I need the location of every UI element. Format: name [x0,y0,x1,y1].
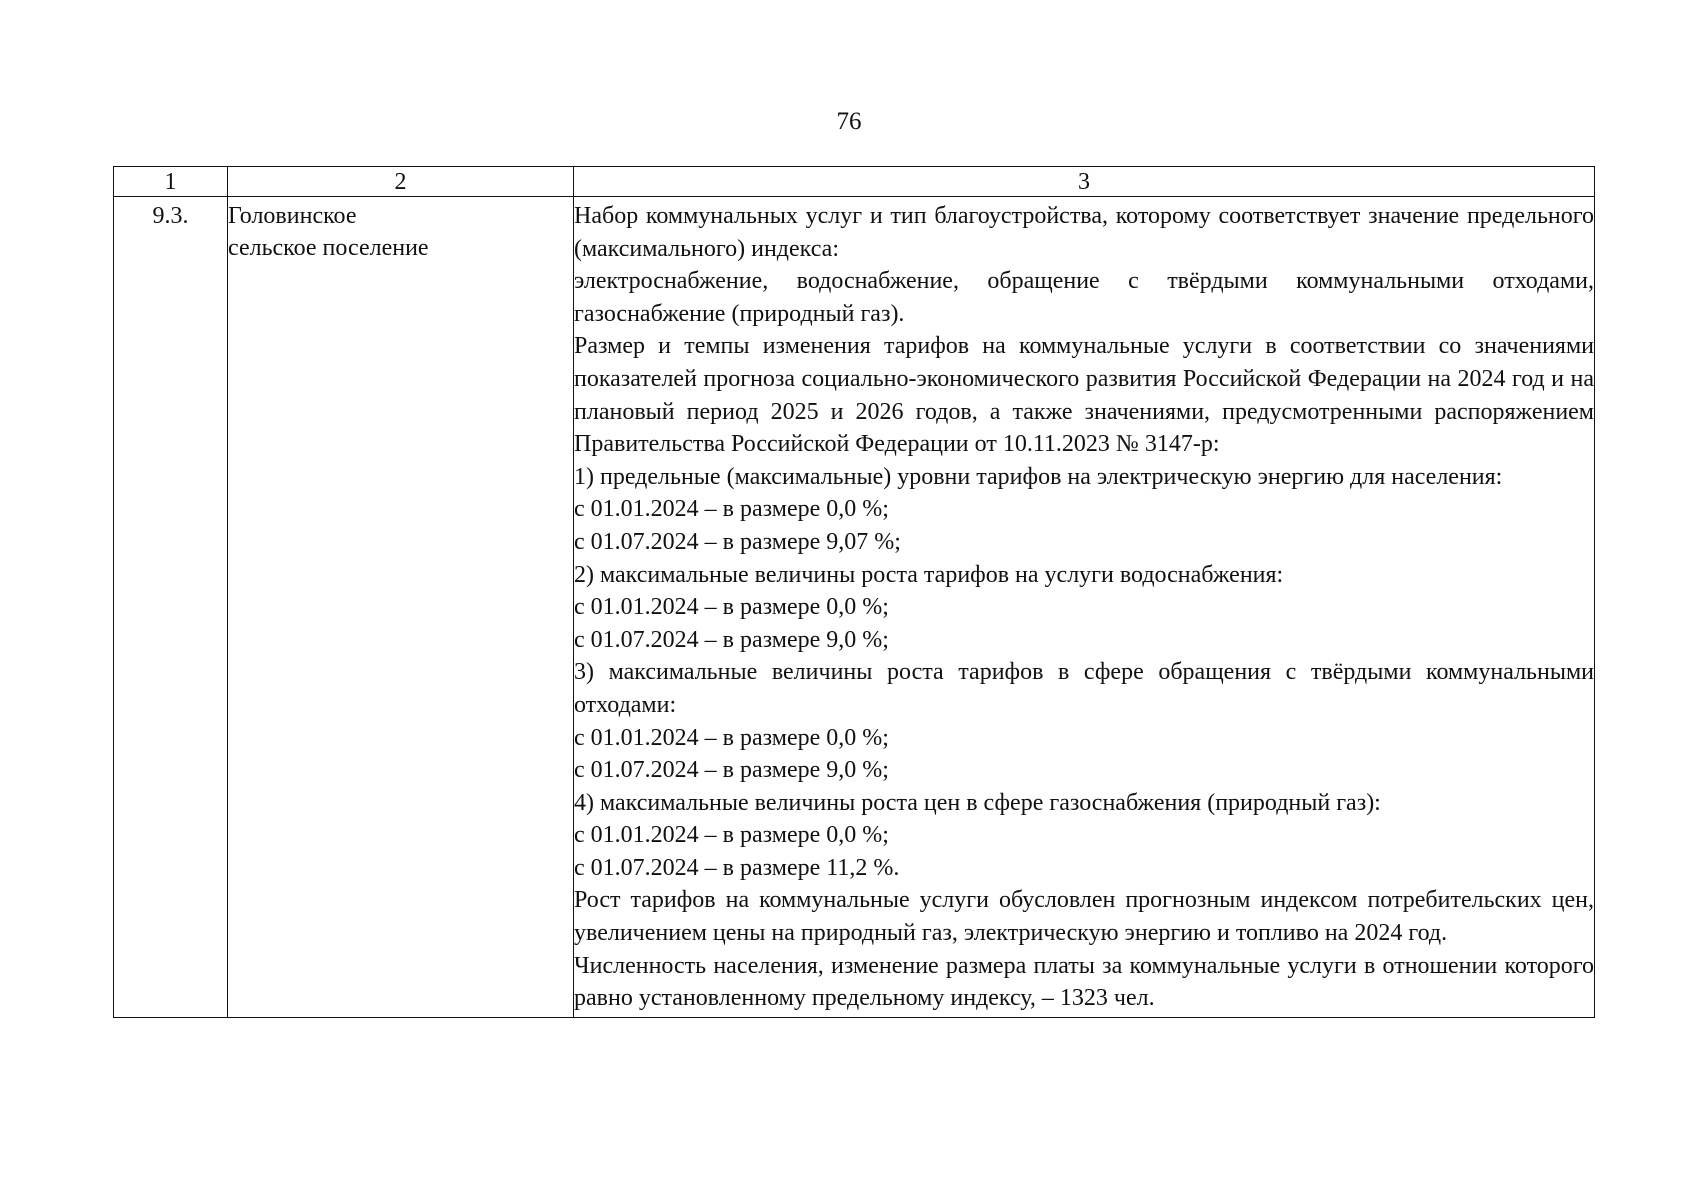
paragraph: 1) предельные (максимальные) уровни тарифов на электрическую энергию для населения: [574,463,1503,490]
settlement-name-line: Головинское [228,203,357,229]
tariff-table [113,166,1595,1018]
settlement-name-line: сельское поселение [228,235,429,261]
header-cell-2: 2 [228,167,574,197]
paragraph: с 01.01.2024 – в размере 0,0 %; [574,724,889,751]
paragraph: Размер и темпы изменения тарифов на коммунальные услуги в соответствии со значениями показателей прогноза социально-экономического развития Российской Федерации на 2024 год и на плановый период 2025 и 2026 годов, а также значениями, предусмотренными распоряжением Правительства Российской Федерации от 10.11.2023 № 3147-р: [574,333,1594,458]
paragraph: с 01.07.2024 – в размере 11,2 %. [574,854,900,881]
table-header-row [114,167,1595,197]
paragraph: с 01.01.2024 – в размере 0,0 %; [574,594,889,621]
paragraph: с 01.07.2024 – в размере 9,0 %; [574,626,889,653]
table-row [114,197,1595,1018]
row-number-cell [114,197,228,1018]
paragraph: Набор коммунальных услуг и тип благоустройства, которому соответствует значение предельного (максимального) индекса: [574,203,1594,262]
page-number: 76 [836,108,862,135]
header-cell-1: 1 [114,167,228,197]
paragraph: с 01.01.2024 – в размере 0,0 %; [574,496,889,523]
paragraph: 4) максимальные величины роста цен в сфере газоснабжения (природный газ): [574,789,1381,816]
paragraph: 2) максимальные величины роста тарифов на услуги водоснабжения: [574,561,1284,588]
paragraph: 3) максимальные величины роста тарифов в сфере обращения с твёрдыми коммунальными отходами: [574,659,1594,718]
paragraph: Рост тарифов на коммунальные услуги обусловлен прогнозным индексом потребительских цен, увеличением цены на природный газ, электрическую энергию и топливо на 2024 год. [574,887,1594,947]
paragraph: электроснабжение, водоснабжение, обращение с твёрдыми коммунальными отходами, газоснабжение (природный газ). [574,268,1594,327]
paragraph: с 01.07.2024 – в размере 9,07 %; [574,528,901,555]
paragraph: Численность населения, изменение размера платы за коммунальные услуги в отношении которого равно установленному предельному индексу, – 1323 чел. [574,952,1594,1012]
paragraph: с 01.07.2024 – в размере 9,0 %; [574,757,889,784]
settlement-name-cell [228,197,574,1018]
row-number: 9.3. [152,203,189,229]
description-cell [574,197,1595,1018]
paragraph: с 01.01.2024 – в размере 0,0 %; [574,822,889,849]
header-cell-3: 3 [574,167,1595,197]
